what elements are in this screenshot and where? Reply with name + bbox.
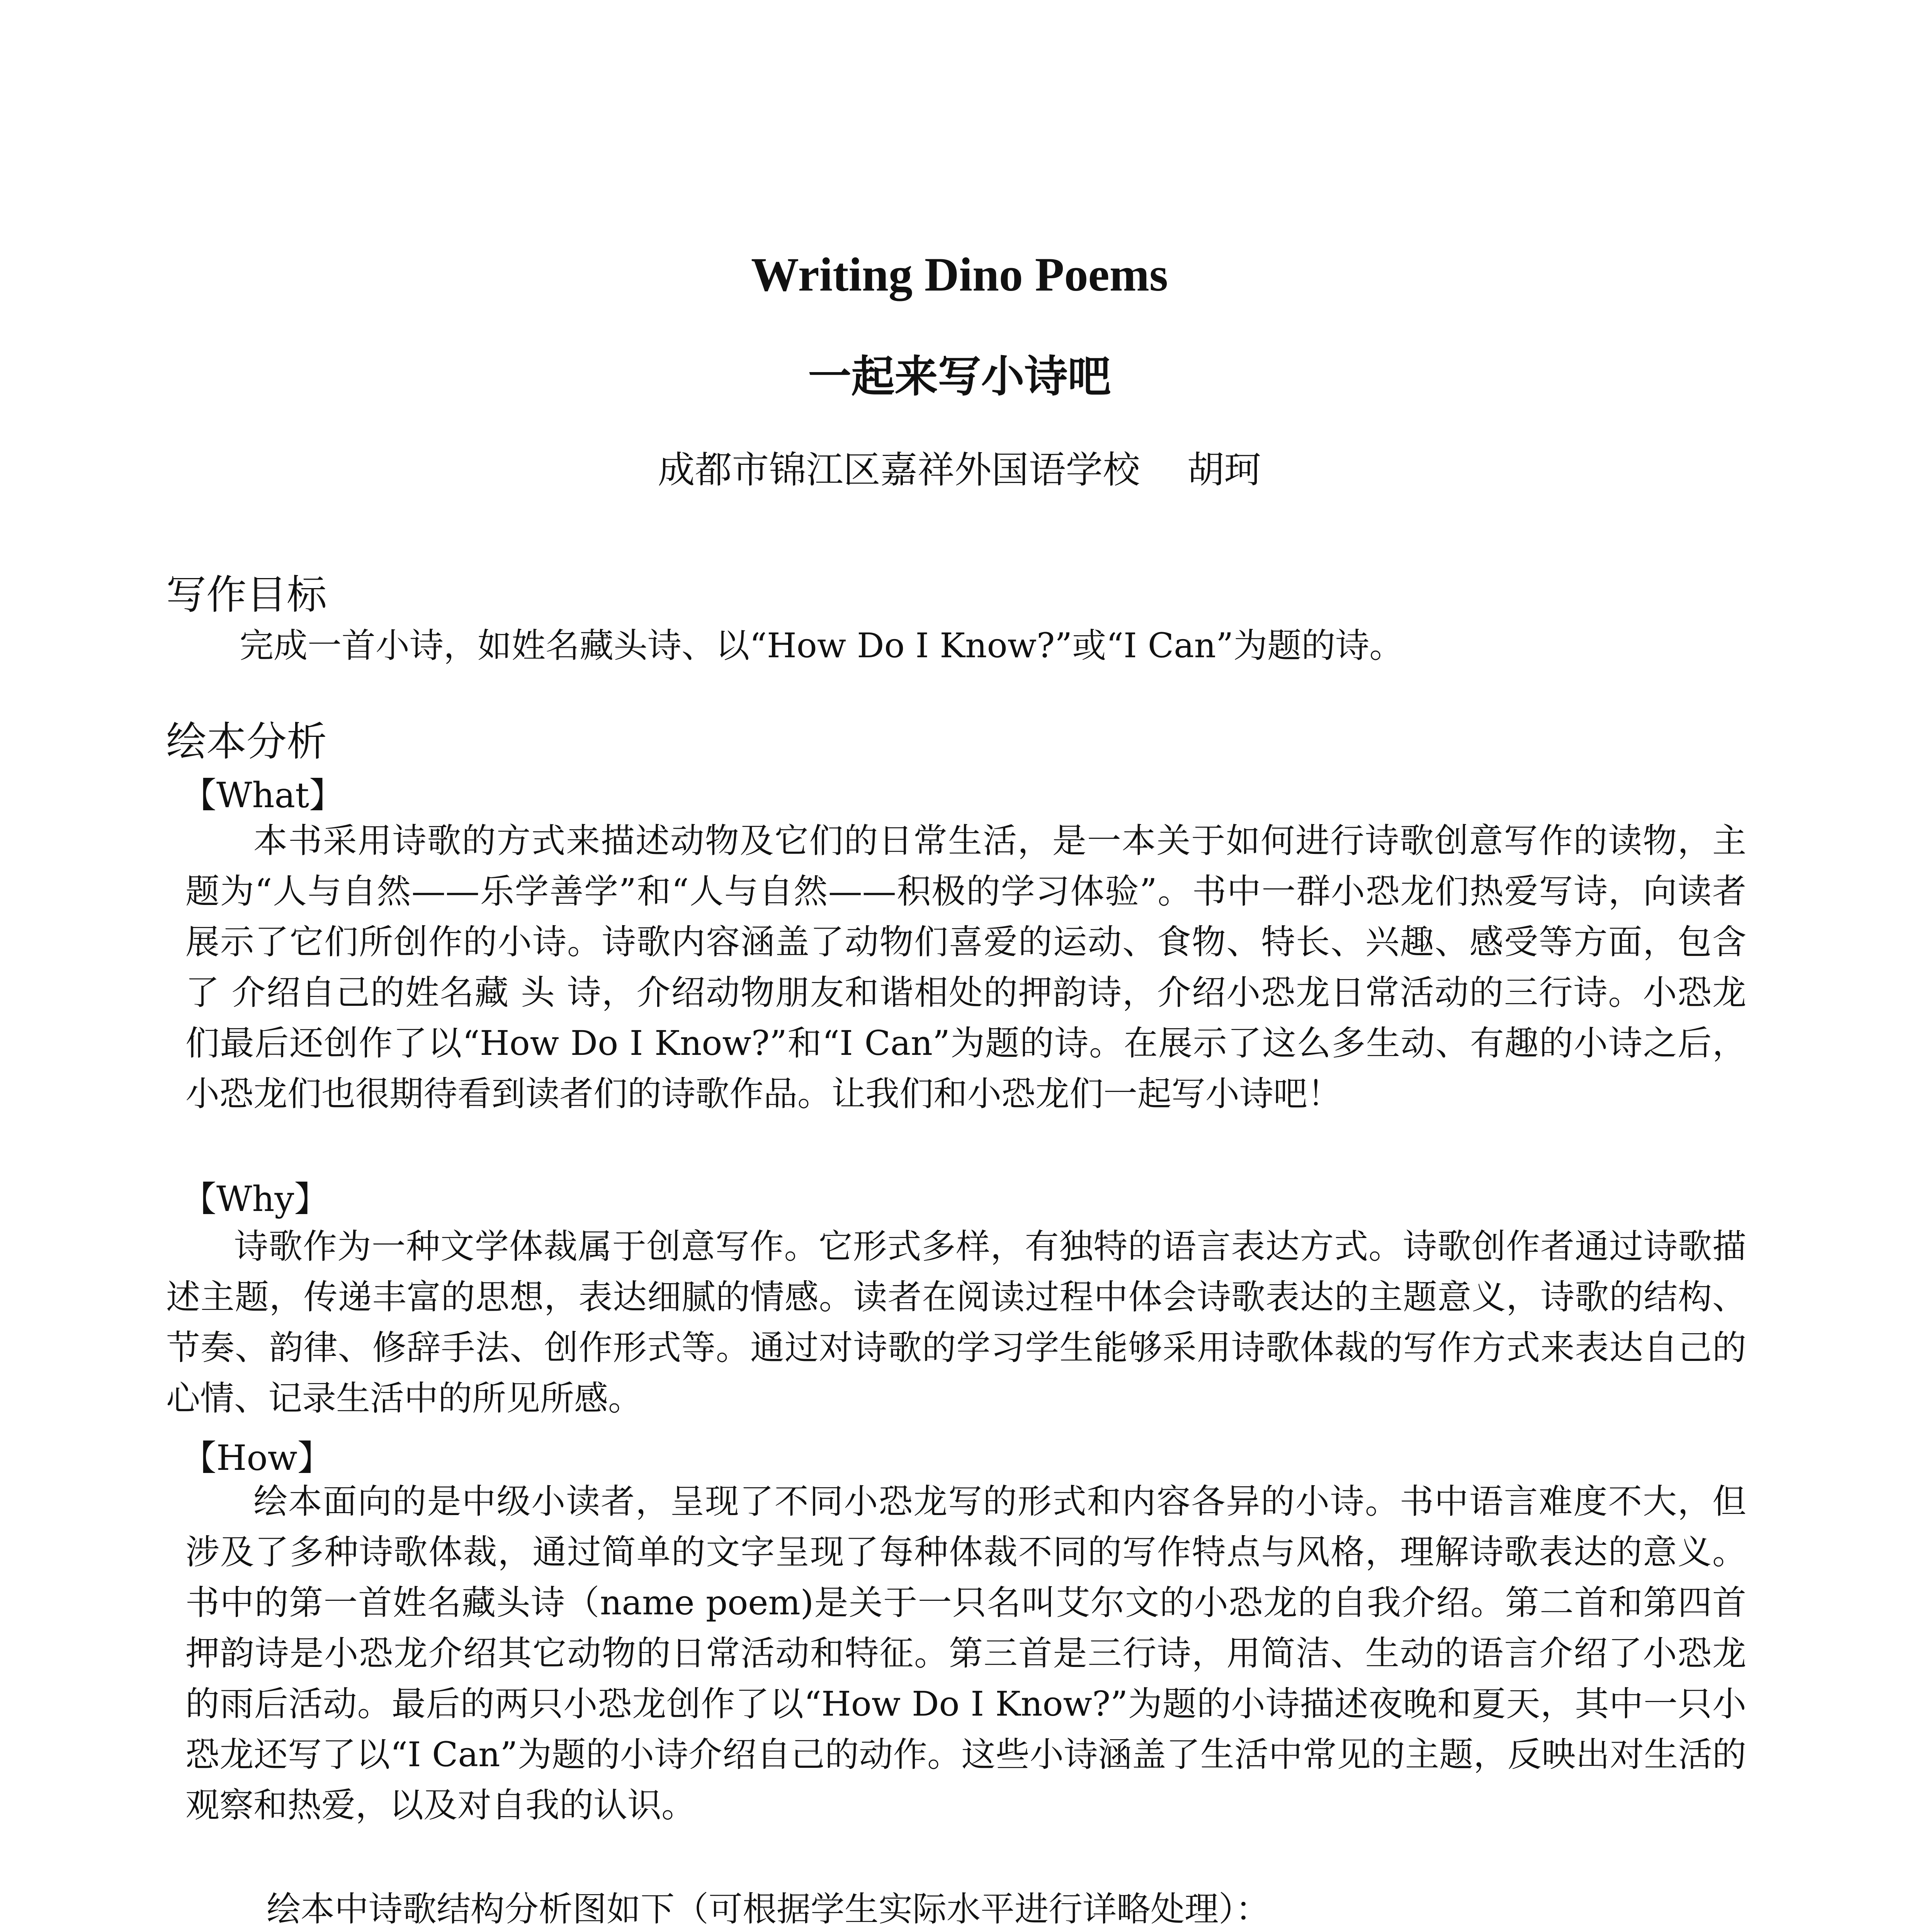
why-paragraph: 诗歌作为一种文学体裁属于创意写作。它形式多样，有独特的语言表达方式。诗歌创作者通过诗歌描述主题，传递丰富的思想，表达细腻的情感。读者在阅读过程中体会诗歌表达的主题意义，诗歌的结构、 节奏、韵律、修辞手法、创作形式等。通过对诗歌的学习学生能够采用诗歌体裁的写作方式来表达自己的 心情、记录生活中的所见所感。 (166, 1226, 1746, 1418)
how-tag: 【How】 (182, 1438, 332, 1478)
goal-heading: 写作目标 (166, 571, 327, 618)
author-line: 成都市锦江区嘉祥外国语学校 胡珂 (658, 448, 1261, 492)
analysis-heading: 绘本分析 (166, 718, 327, 765)
why-tag: 【Why】 (182, 1179, 329, 1219)
page-title: Writing Dino Poems (751, 248, 1168, 301)
what-paragraph: 本书采用诗歌的方式来描述动物及它们的日常生活，是一本关于如何进行诗歌创意写作的读物，主 题为“人与自然——乐学善学”和“人与自然——积极的学习体验”。书中一群小恐龙们热爱写诗，向读者展示了它们所创作的小诗。诗歌内容涵盖了动物们喜爱的运动、食物、特长、兴趣、感受等方面，包含了 介绍自己的姓名藏 头 诗，介绍动物朋友和谐相处的押韵诗，介绍小恐龙日常活动的三行诗。小恐龙们最后还创作了以“How Do I Know?”和“I Can”为题的诗。在展示了这么多生动、有趣的小诗之后，小恐龙们也很期待看到读者们的诗歌作品。让我们和小恐龙们一起写小诗吧！ (185, 821, 1746, 1114)
page-subtitle: 一起来写小诗吧 (808, 352, 1111, 402)
what-tag: 【What】 (182, 775, 344, 816)
goal-text: 完成一首小诗，如姓名藏头诗、以“How Do I Know?”或“I Can”为题的诗。 (240, 626, 1404, 665)
how-paragraph: 绘本面向的是中级小读者，呈现了不同小恐龙写的形式和内容各异的小诗。书中语言难度不大，但涉及了多种诗歌体裁，通过简单的文字呈现了每种体裁不同的写作特点与风格，理解诗歌表达的意义。书中的第一首姓名藏头诗（name poem)是关于一只名叫艾尔文的小恐龙的自我介绍。第二首和第四首押韵诗是小恐龙介绍其它动物的日常活动和特征。第三首是三行诗，用简洁、生动的语言介绍了小恐龙的雨后活动。最后的两只小恐龙创作了以“How Do I Know?”为题的小诗描述夜晚和夏天，其中一只小恐龙还写了以“I Can”为题的小诗介绍自己的动作。这些小诗涵盖了生活中常见的主题，反映出对生活的观察和热爱，以及对自我的认识。 (185, 1481, 1746, 1825)
diagram-intro: 绘本中诗歌结构分析图如下（可根据学生实际水平进行详略处理）： (267, 1889, 1270, 1929)
